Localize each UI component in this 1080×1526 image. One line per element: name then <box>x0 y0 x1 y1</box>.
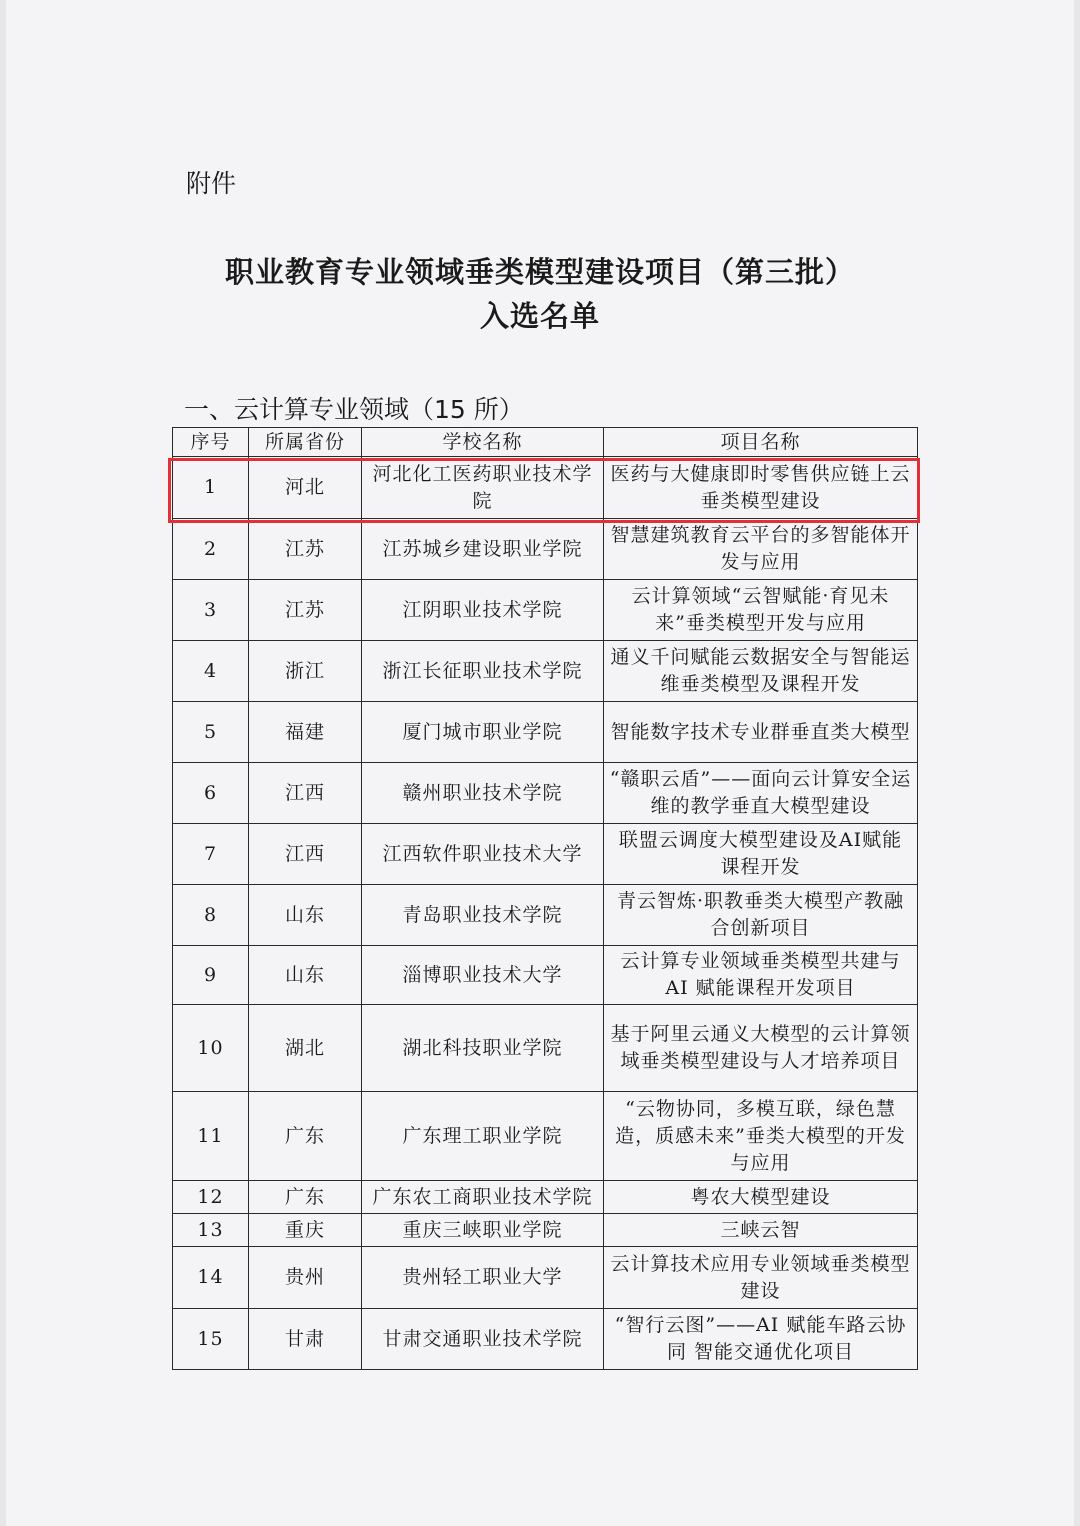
cell-school: 河北化工医药职业技术学院 <box>362 457 604 519</box>
cell-project: 云计算领域“云智赋能·育见未来”垂类模型开发与应用 <box>604 580 918 641</box>
cell-school: 湖北科技职业学院 <box>362 1005 604 1092</box>
cell-project: “智行云图”——AI 赋能车路云协同 智能交通优化项目 <box>604 1309 918 1370</box>
table-row <box>173 763 918 824</box>
table-row <box>173 519 918 580</box>
cell-province: 甘肃 <box>249 1309 362 1370</box>
cell-project: 粤农大模型建设 <box>604 1181 918 1214</box>
cell-no: 12 <box>173 1181 249 1214</box>
table-row <box>173 1214 918 1247</box>
cell-school: 青岛职业技术学院 <box>362 885 604 946</box>
cell-no: 2 <box>173 519 249 580</box>
cell-no: 10 <box>173 1005 249 1092</box>
table-row <box>173 580 918 641</box>
cell-school: 江西软件职业技术大学 <box>362 824 604 885</box>
cell-province: 江苏 <box>249 519 362 580</box>
cell-project: “云物协同，多模互联，绿色慧造，质感未来”垂类大模型的开发与应用 <box>604 1092 918 1181</box>
cell-project: 智慧建筑教育云平台的多智能体开发与应用 <box>604 519 918 580</box>
cell-school: 甘肃交通职业技术学院 <box>362 1309 604 1370</box>
cell-school: 广东理工职业学院 <box>362 1092 604 1181</box>
cell-province: 山东 <box>249 885 362 946</box>
cell-province: 湖北 <box>249 1005 362 1092</box>
cell-school: 淄博职业技术大学 <box>362 946 604 1005</box>
cell-province: 重庆 <box>249 1214 362 1247</box>
table-row <box>173 1181 918 1214</box>
cell-province: 江西 <box>249 763 362 824</box>
document-subtitle: 入选名单 <box>479 299 600 333</box>
table-row <box>173 1247 918 1309</box>
cell-project: 三峡云智 <box>604 1214 918 1247</box>
table-row <box>173 824 918 885</box>
cell-no: 9 <box>173 946 249 1005</box>
column-header: 所属省份 <box>249 428 362 457</box>
column-header: 学校名称 <box>362 428 604 457</box>
cell-no: 3 <box>173 580 249 641</box>
cell-province: 江西 <box>249 824 362 885</box>
cell-province: 广东 <box>249 1181 362 1214</box>
cell-province: 浙江 <box>249 641 362 702</box>
table-header-row <box>173 428 918 457</box>
cell-project: 智能数字技术专业群垂直类大模型 <box>604 702 918 763</box>
cell-no: 4 <box>173 641 249 702</box>
cell-no: 5 <box>173 702 249 763</box>
cell-project: 联盟云调度大模型建设及AI赋能课程开发 <box>604 824 918 885</box>
cell-province: 贵州 <box>249 1247 362 1309</box>
cell-province: 河北 <box>249 457 362 519</box>
table-row <box>173 1092 918 1181</box>
cell-no: 7 <box>173 824 249 885</box>
document-title: 职业教育专业领域垂类模型建设项目（第三批） <box>224 255 855 289</box>
column-header: 序号 <box>173 428 249 457</box>
cell-project: 医药与大健康即时零售供应链上云垂类模型建设 <box>604 457 918 519</box>
table-row <box>173 946 918 1005</box>
cell-project: 云计算专业领域垂类模型共建与AI 赋能课程开发项目 <box>604 946 918 1005</box>
section-title: 一、云计算专业领域（15 所） <box>184 395 524 424</box>
cell-province: 山东 <box>249 946 362 1005</box>
cell-school: 重庆三峡职业学院 <box>362 1214 604 1247</box>
cell-school: 贵州轻工职业大学 <box>362 1247 604 1309</box>
table-row <box>173 1005 918 1092</box>
cell-no: 11 <box>173 1092 249 1181</box>
cell-no: 1 <box>173 457 249 519</box>
cell-project: 通义千问赋能云数据安全与智能运维垂类模型及课程开发 <box>604 641 918 702</box>
cell-province: 江苏 <box>249 580 362 641</box>
table-row <box>173 1309 918 1370</box>
highlight-box <box>168 458 920 523</box>
cell-project: 青云智炼·职教垂类大模型产教融合创新项目 <box>604 885 918 946</box>
cell-no: 15 <box>173 1309 249 1370</box>
cell-project: 云计算技术应用专业领域垂类模型建设 <box>604 1247 918 1309</box>
column-header: 项目名称 <box>604 428 918 457</box>
cell-no: 6 <box>173 763 249 824</box>
table-row <box>173 885 918 946</box>
cell-no: 13 <box>173 1214 249 1247</box>
cell-project: 基于阿里云通义大模型的云计算领域垂类模型建设与人才培养项目 <box>604 1005 918 1092</box>
cell-no: 14 <box>173 1247 249 1309</box>
cell-school: 江苏城乡建设职业学院 <box>362 519 604 580</box>
selection-table <box>172 427 918 1370</box>
table-row <box>173 702 918 763</box>
cell-school: 厦门城市职业学院 <box>362 702 604 763</box>
table-row <box>173 641 918 702</box>
cell-province: 福建 <box>249 702 362 763</box>
cell-school: 广东农工商职业技术学院 <box>362 1181 604 1214</box>
cell-no: 8 <box>173 885 249 946</box>
cell-school: 赣州职业技术学院 <box>362 763 604 824</box>
cell-school: 江阴职业技术学院 <box>362 580 604 641</box>
cell-province: 广东 <box>249 1092 362 1181</box>
attachment-label: 附件 <box>186 169 237 198</box>
cell-project: “赣职云盾”——面向云计算安全运维的教学垂直大模型建设 <box>604 763 918 824</box>
cell-school: 浙江长征职业技术学院 <box>362 641 604 702</box>
